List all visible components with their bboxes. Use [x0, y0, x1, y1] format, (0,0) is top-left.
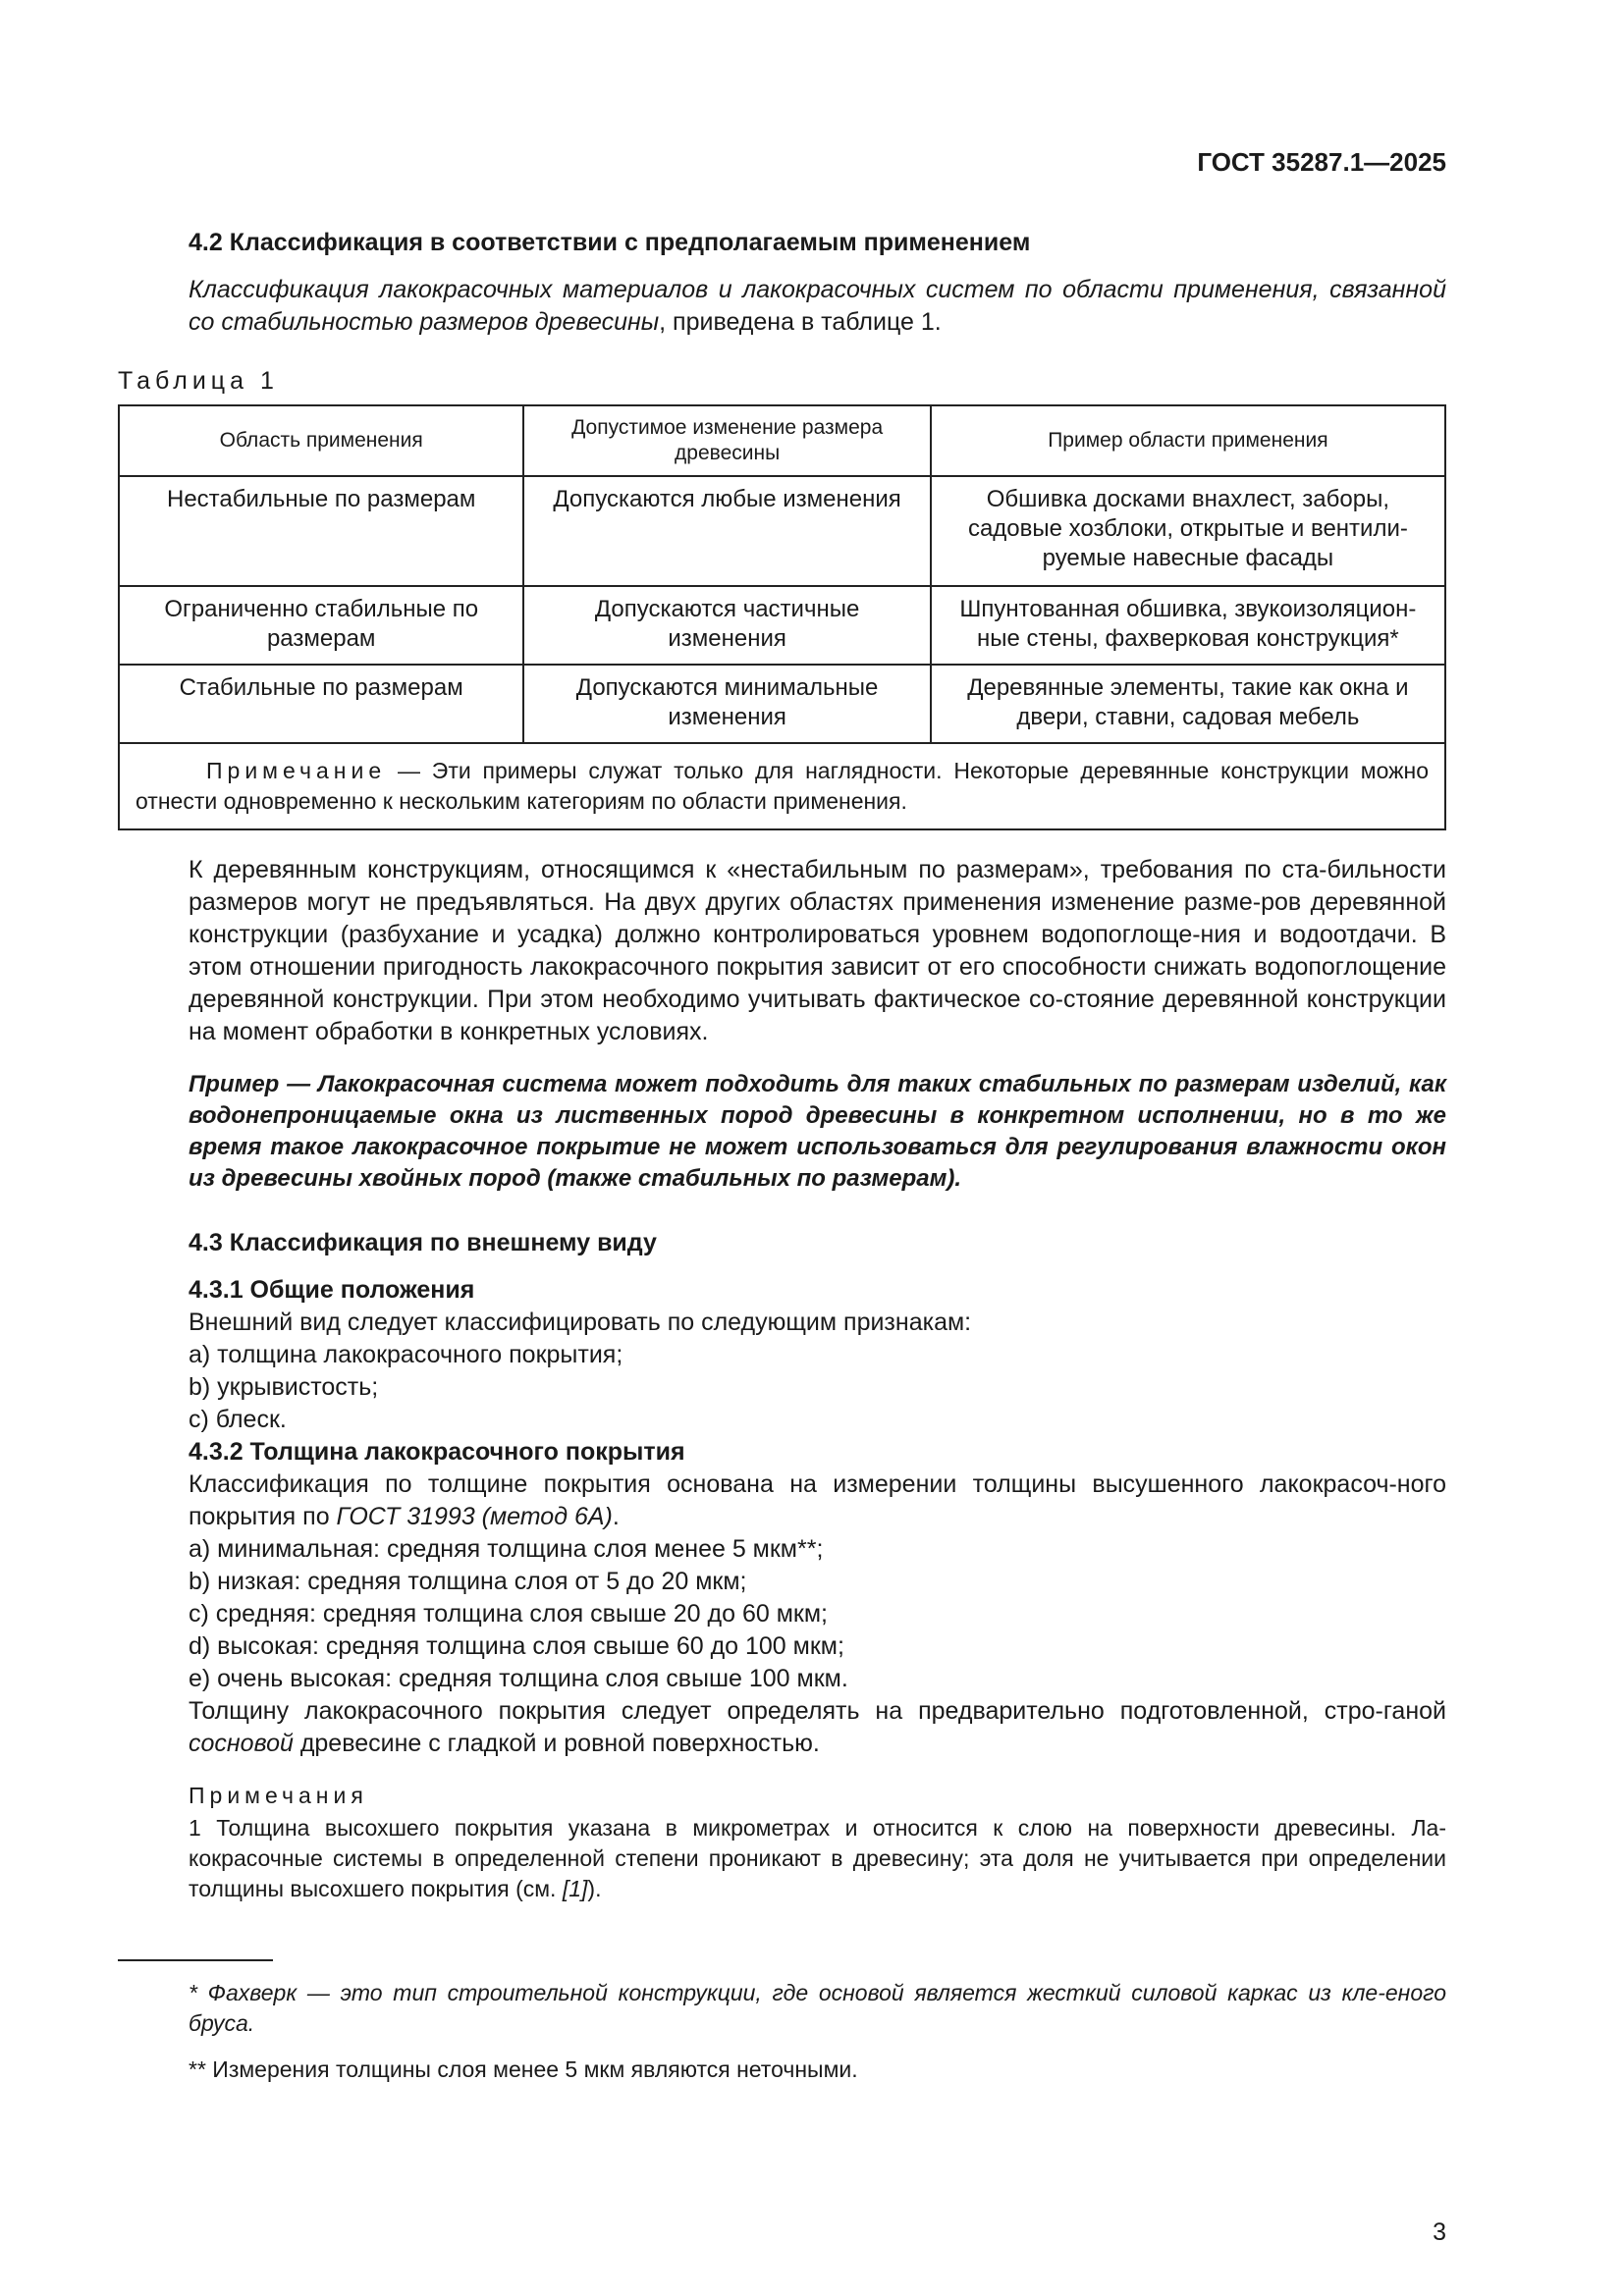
- paragraph-dimensional-stability: К деревянным конструкциям, относящимся к «нестабильным по размерам», требования по ста-бильности размеров могут не предъявляться. На двух других областях применения изменение разме-ров деревянной конструкции (разбухание и усадка) должно контролироваться уровнем водопоглоще-ния и водоотдачи. В этом отношении пригодность лакокрасочного покрытия зависит от его способности снижать водопоглощение деревянной конструкции. При этом необходимо учитывать фактическое со-стояние деревянной конструкции на момент обработки в конкретных условиях.: [189, 856, 1446, 1045]
- final-text-italic: сосновой: [189, 1730, 294, 1757]
- table-cell: Стабильные по размерам: [119, 665, 523, 743]
- section-4-3-title: 4.3 Классификация по внешнему виду: [189, 1229, 657, 1256]
- table-row: [119, 665, 1445, 743]
- list-item: c) средняя: средняя толщина слоя свыше 20 до 60 мкм;: [189, 1600, 828, 1628]
- table-row: [119, 586, 1445, 665]
- subsection-4-3-1-text: Внешний вид следует классифицировать по следующим признакам:: [189, 1308, 972, 1336]
- sub2-text-b: .: [612, 1503, 620, 1530]
- subsection-4-3-2-title: 4.3.2 Толщина лакокрасочного покрытия: [189, 1438, 685, 1466]
- table-header-row: [119, 405, 1445, 476]
- table-cell: Ограниченно стабильные по размерам: [119, 586, 523, 665]
- table-header-cell: Пример области применения: [931, 405, 1445, 476]
- table-header-cell: Область применения: [119, 405, 523, 476]
- footnote-2: ** Измерения толщины слоя менее 5 мкм являются неточными.: [189, 2056, 858, 2082]
- example-paragraph: Пример — Лакокрасочная система может подходить для таких стабильных по размерам изделий, как водонепроницаемые окна из лиственных пород древесины в конкретном исполнении, но в то же время такое лакокрасочное покрытие не может использоваться для регулирования влажности окон из древесины хвойных пород (также стабильных по размерам).: [189, 1071, 1446, 1192]
- sub2-text-a: Классификация по толщине покрытия основана на измерении толщины высушенного лакокрасоч-ного покрытия по: [189, 1470, 1446, 1530]
- table-cell: Шпунтованная обшивка, звукоизоляцион-ные стены, фахверковая конструкция*: [931, 586, 1445, 665]
- thickness-list: [118, 1533, 1446, 1695]
- table-cell: Деревянные элементы, такие как окна и двери, ставни, садовая мебель: [931, 665, 1445, 743]
- subsection-4-3-1-title: 4.3.1 Общие положения: [189, 1276, 475, 1304]
- list-item: e) очень высокая: средняя толщина слоя свыше 100 мкм.: [189, 1665, 848, 1692]
- list-item: b) низкая: средняя толщина слоя от 5 до 20 мкм;: [189, 1568, 747, 1595]
- list-item: a) толщина лакокрасочного покрытия;: [189, 1341, 623, 1368]
- section-4-2-title: 4.2 Классификация в соответствии с предполагаемым применением: [189, 229, 1031, 256]
- notes-label: Примечания: [189, 1783, 368, 1808]
- table-1: [118, 404, 1446, 830]
- note-1-text-b: ).: [587, 1876, 602, 1901]
- table-note: [119, 743, 1445, 829]
- table-note-label: Примечание: [206, 758, 387, 783]
- table-cell: Допускаются частичные изменения: [523, 586, 930, 665]
- table-1-label: Таблица 1: [118, 367, 279, 395]
- table-note-row: [119, 743, 1445, 829]
- section-4-2-intro: [118, 274, 1446, 339]
- intro-italic-text: Классификация лакокрасочных материалов и лакокрасочных систем по области применения, связанной со стабильностью размеров древесины: [189, 276, 1446, 336]
- list-item: a) минимальная: средняя толщина слоя менее 5 мкм**;: [189, 1535, 824, 1563]
- list-item: b) укрывистость;: [189, 1373, 379, 1401]
- table-cell: Допускаются любые изменения: [523, 476, 930, 586]
- table-header-cell: Допустимое изменение размера древесины: [523, 405, 930, 476]
- page-number: 3: [1433, 2218, 1446, 2246]
- thickness-determination-paragraph: [118, 1695, 1446, 1760]
- subsection-4-3-2-text: [118, 1468, 1446, 1533]
- table-note-text: — Эти примеры служат только для наглядности. Некоторые деревянные конструкции можно отнести одновременно к нескольким категориям по области применения.: [135, 758, 1429, 814]
- list-item: c) блеск.: [189, 1406, 287, 1433]
- note-1-text-a: 1 Толщина высохшего покрытия указана в микрометрах и относится к слою на поверхности древесины. Ла-кокрасочные системы в определенной степени проникают в древесину; эта доля не учитывается при определении толщины высохшего покрытия (см.: [189, 1815, 1446, 1901]
- section-4-3-1: [118, 1274, 1446, 1468]
- footnote-1: * Фахверк — это тип строительной конструкции, где основой является жесткий силовой каркас из кле-еного бруса.: [189, 1980, 1446, 2036]
- gost-reference: ГОСТ 31993 (метод 6А): [336, 1503, 613, 1530]
- intro-rest-text: , приведена в таблице 1.: [659, 308, 942, 336]
- list-item: d) высокая: средняя толщина слоя свыше 60 до 100 мкм;: [189, 1632, 844, 1660]
- table-cell: Нестабильные по размерам: [119, 476, 523, 586]
- table-cell: Допускаются минимальные изменения: [523, 665, 930, 743]
- standard-code-header: ГОСТ 35287.1—2025: [1197, 147, 1446, 177]
- footnote-divider: [118, 1959, 273, 1961]
- note-1: [118, 1813, 1446, 1904]
- table-row: [119, 476, 1445, 586]
- note-1-reference: [1]: [562, 1876, 588, 1901]
- final-text-a: Толщину лакокрасочного покрытия следует определять на предварительно подготовленной, стро-ганой: [189, 1697, 1446, 1725]
- final-text-b: древесине с гладкой и ровной поверхностью.: [293, 1730, 820, 1757]
- table-cell: Обшивка досками внахлест, заборы, садовые хозблоки, открытые и вентили-руемые навесные фасады: [931, 476, 1445, 586]
